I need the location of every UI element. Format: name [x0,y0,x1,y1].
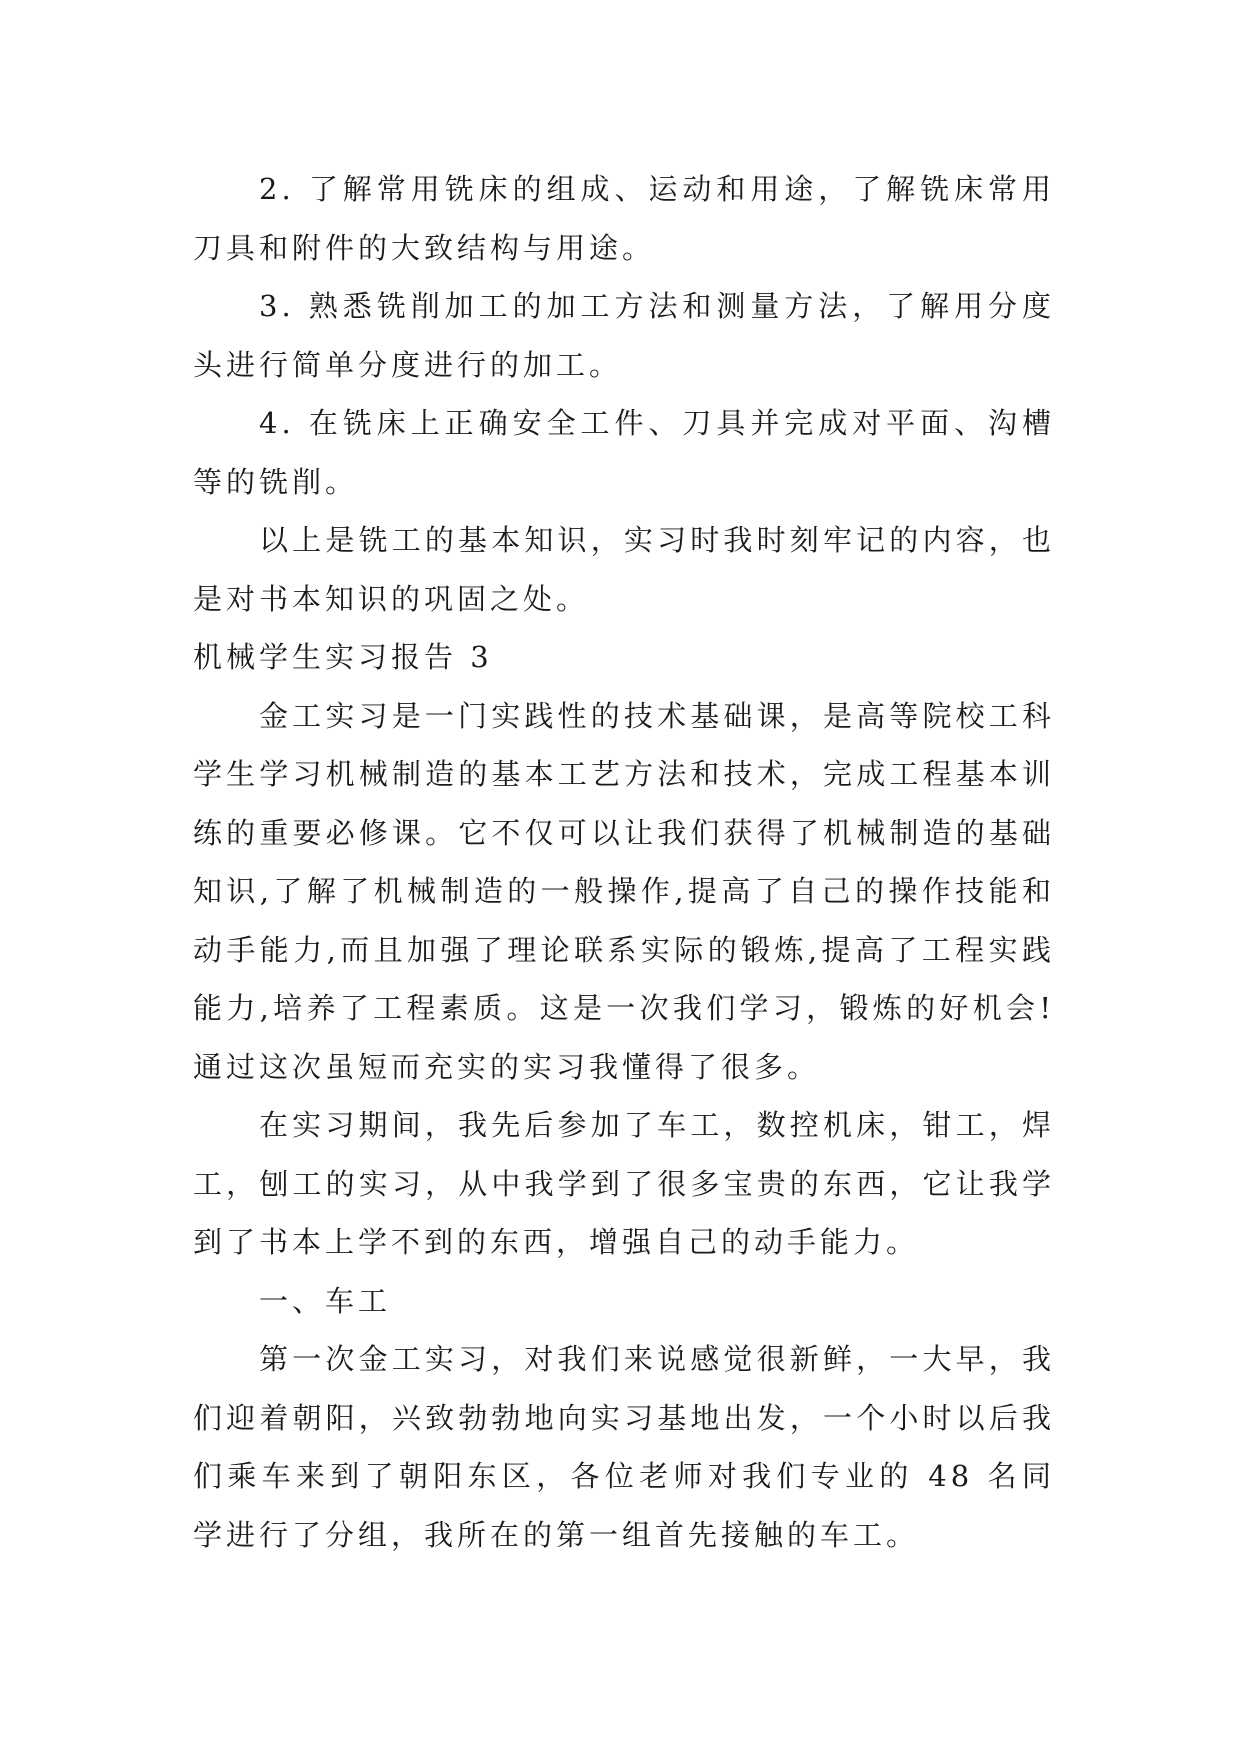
paragraph-milling-objective-4: 4. 在铣床上正确安全工件、刀具并完成对平面、沟槽等的铣削。 [193,406,1055,499]
paragraph-first-day: 第一次金工实习，对我们来说感觉很新鲜，一大早，我们迎着朝阳，兴致勃勃地向实习基地出发，一个小时以后我们乘车来到了朝阳东区，各位老师对我们专业的 48 名同学进行了分组，我所在的第一组首先接触的车工。 [193,1342,1055,1552]
document-page [193,160,1055,1564]
section-heading-report-3: 机械学生实习报告 3 [193,640,493,674]
paragraph-milling-objective-3: 3. 熟悉铣削加工的加工方法和测量方法，了解用分度头进行简单分度进行的加工。 [193,289,1055,382]
paragraph-internship-period: 在实习期间，我先后参加了车工，数控机床，钳工，焊工，刨工的实习，从中我学到了很多宝贵的东西，它让我学到了书本上学不到的东西，增强自己的动手能力。 [193,1108,1055,1259]
paragraph-intro: 金工实习是一门实践性的技术基础课，是高等院校工科学生学习机械制造的基本工艺方法和技术，完成工程基本训练的重要必修课。它不仅可以让我们获得了机械制造的基础知识,了解了机械制造的一般操作,提高了自己的操作技能和动手能力,而且加强了理论联系实际的锻炼,提高了工程实践能力,培养了工程素质。这是一次我们学习，锻炼的好机会!通过这次虽短而充实的实习我懂得了很多。 [193,698,1055,1084]
paragraph-milling-objective-2: 2. 了解常用铣床的组成、运动和用途，了解铣床常用刀具和附件的大致结构与用途。 [193,172,1055,265]
subheading-turning: 一、车工 [259,1283,392,1318]
paragraph-milling-summary: 以上是铣工的基本知识，实习时我时刻牢记的内容，也是对书本知识的巩固之处。 [193,523,1055,616]
